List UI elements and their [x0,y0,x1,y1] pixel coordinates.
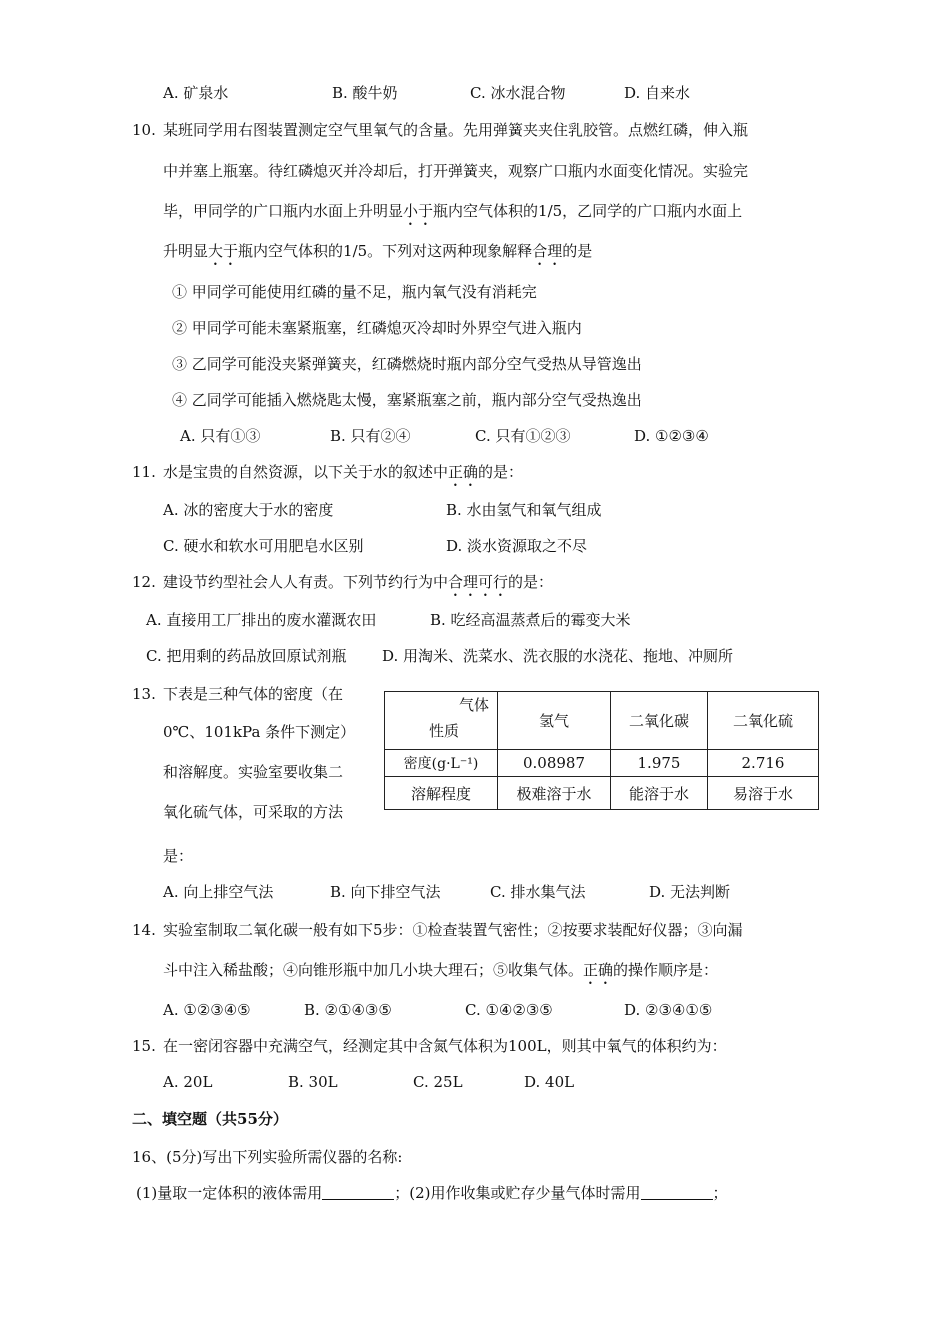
q13-stem-line3: 和溶解度。实验室要收集二 [163,763,344,781]
q11-option-d: D. 淡水资源取之不尽 [446,537,588,555]
emphasis-correct: 正确 [448,463,479,481]
cell-density-co2: 1.975 [611,750,708,777]
q10-option-a: A. 只有①③ [180,427,261,445]
q15-stem: 在一密闭容器中充满空气，经测定其中含氮气体积为100L，则其中氧气的体积约为： [163,1037,727,1055]
q14-option-c: C. ①④②③⑤ [465,1001,553,1019]
answer-blank-2[interactable] [641,1183,713,1200]
table-corner-cell [385,692,498,750]
q10-stem-line1: 某班同学用右图装置测定空气里氧气的含量。先用弹簧夹夹住乳胶管。点燃红磷，伸入瓶 [163,121,749,139]
section-title: 二、填空题（共55分） [132,1110,288,1128]
q10-item-3: ③ 乙同学可能没夹紧弹簧夹，红磷燃烧时瓶内部分空气受热从导管逸出 [172,355,642,373]
q13-option-b: B. 向下排空气法 [330,883,441,901]
q9-option-d: D. 自来水 [624,84,691,102]
q10-stem-line4: 升明显大于瓶内空气体积的1/5。下列对这两种现象解释合理的是 [163,242,593,260]
q9-option-c: C. 冰水混合物 [470,84,566,102]
q13-stem-line4: 氧化硫气体，可采取的方法 [163,803,344,821]
q12-number: 12. [132,573,156,591]
q15-option-a: A. 20L [163,1073,213,1091]
table-row [385,750,819,777]
gas-properties-table [384,691,819,810]
emphasis-feasible: 合理可行 [448,573,509,591]
emphasis-reasonable: 合理 [532,242,563,260]
q13-stem-line1: 下表是三种气体的密度（在 [163,685,344,703]
q11-option-c: C. 硬水和软水可用肥皂水区别 [163,537,364,555]
q13-stem-line2: 0℃、101kPa 条件下测定） [163,723,356,741]
q9-option-b: B. 酸牛奶 [332,84,398,102]
q10-option-c: C. 只有①②③ [475,427,571,445]
table-row [385,777,819,810]
q13-number: 13. [132,685,156,703]
q11-stem: 水是宝贵的自然资源，以下关于水的叙述中正确的是： [163,463,524,481]
q11-number: 11. [132,463,156,481]
q10-option-d: D. ①②③④ [634,427,709,445]
emphasis-less-than: 小于 [403,202,434,220]
q12-option-b: B. 吃经高温蒸煮后的霉变大米 [430,611,631,629]
answer-blank-1[interactable] [322,1183,394,1200]
cell-density-so2: 2.716 [708,750,819,777]
q13-stem-line5: 是： [163,847,194,865]
q14-stem-line2: 斗中注入稀盐酸；④向锥形瓶中加几小块大理石；⑤收集气体。正确的操作顺序是： [163,961,719,979]
cell-solubility-so2: 易溶于水 [708,777,819,810]
q15-option-d: D. 40L [524,1073,575,1091]
q16-line1: (1)量取一定体积的液体需用 ；(2)用作收集或贮存少量气体时需用 ； [136,1184,728,1202]
q13-option-a: A. 向上排空气法 [163,883,274,901]
q12-option-a: A. 直接用工厂排出的废水灌溉农田 [146,611,377,629]
cell-solubility-co2: 能溶于水 [611,777,708,810]
q14-option-a: A. ①②③④⑤ [163,1001,251,1019]
corner-bottom-label: 性质 [429,722,460,740]
emphasis-correct: 正确 [583,961,614,979]
col-header-hydrogen: 氢气 [498,692,611,750]
q11-option-b: B. 水由氢气和氧气组成 [446,501,602,519]
q10-item-4: ④ 乙同学可能插入燃烧匙太慢，塞紧瓶塞之前，瓶内部分空气受热逸出 [172,391,642,409]
col-header-co2: 二氧化碳 [611,692,708,750]
q15-number: 15. [132,1037,156,1055]
emphasis-greater-than: 大于 [208,242,239,260]
q9-option-a: A. 矿泉水 [163,84,229,102]
q12-stem: 建设节约型社会人人有责。下列节约行为中合理可行的是： [163,573,554,591]
col-header-so2: 二氧化硫 [708,692,819,750]
q15-option-b: B. 30L [288,1073,338,1091]
q13-option-d: D. 无法判断 [649,883,731,901]
corner-top-label: 气体 [459,696,490,714]
q10-stem-line2: 中并塞上瓶塞。待红磷熄灭并冷却后，打开弹簧夹，观察广口瓶内水面变化情况。实验完 [163,162,749,180]
cell-density-hydrogen: 0.08987 [498,750,611,777]
q13-option-c: C. 排水集气法 [490,883,586,901]
q16-stem: 16、(5分)写出下列实验所需仪器的名称: [132,1148,403,1166]
cell-solubility-hydrogen: 极难溶于水 [498,777,611,810]
row-label-density: 密度(g·L⁻¹) [385,750,498,777]
q14-stem-line1: 实验室制取二氧化碳一般有如下5步：①检查装置气密性；②按要求装配好仪器；③向漏 [163,921,743,939]
q14-option-b: B. ②①④③⑤ [304,1001,392,1019]
q11-option-a: A. 冰的密度大于水的密度 [163,501,334,519]
q10-number: 10. [132,121,156,139]
q10-item-1: ① 甲同学可能使用红磷的量不足，瓶内氧气没有消耗完 [172,283,537,301]
q12-option-d: D. 用淘米、洗菜水、洗衣服的水浇花、拖地、冲厕所 [382,647,734,665]
row-label-solubility: 溶解程度 [385,777,498,810]
q12-option-c: C. 把用剩的药品放回原试剂瓶 [146,647,347,665]
q10-item-2: ② 甲同学可能未塞紧瓶塞，红磷熄灭冷却时外界空气进入瓶内 [172,319,582,337]
q14-number: 14. [132,921,156,939]
q14-option-d: D. ②③④①⑤ [624,1001,713,1019]
q10-stem-line3: 毕，甲同学的广口瓶内水面上升明显小于瓶内空气体积的1/5，乙同学的广口瓶内水面上 [163,202,743,220]
q10-option-b: B. 只有②④ [330,427,411,445]
q15-option-c: C. 25L [413,1073,463,1091]
